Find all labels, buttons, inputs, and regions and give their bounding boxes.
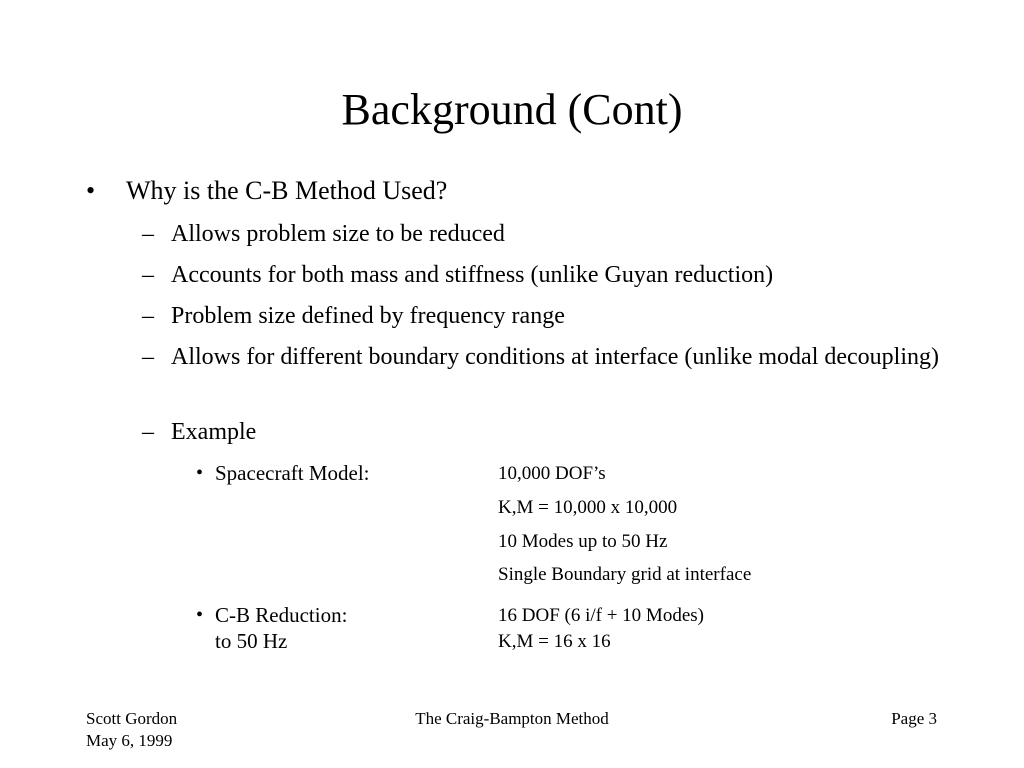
spacecraft-detail: 10 Modes up to 50 Hz <box>498 531 668 552</box>
slide-title: Background (Cont) <box>341 85 683 134</box>
cb-reduction-detail: 16 DOF (6 i/f + 10 Modes) <box>498 605 704 626</box>
sub-item-text: Problem size defined by frequency range <box>171 303 565 329</box>
footer-date: May 6, 1999 <box>86 731 173 750</box>
spacecraft-detail: Single Boundary grid at interface <box>498 564 752 585</box>
sub-item-text: Accounts for both mass and stiffness (unlike Guyan reduction) <box>171 262 774 288</box>
sub-item-text: Example <box>171 419 257 445</box>
cb-reduction-label-line2: to 50 Hz <box>215 629 288 653</box>
footer-presentation-title: The Craig-Bampton Method <box>415 709 609 728</box>
main-bullet-text: Why is the C-B Method Used? <box>126 176 448 205</box>
sub-item-dash: – <box>142 344 154 370</box>
footer-author: Scott Gordon <box>86 709 178 728</box>
example-bullet-marker: • <box>196 462 204 484</box>
bullet-marker: • <box>86 176 96 205</box>
spacecraft-detail: K,M = 10,000 x 10,000 <box>498 497 678 518</box>
example-bullet-marker: • <box>196 604 204 626</box>
sub-item-dash: – <box>142 262 154 288</box>
sub-item-dash: – <box>142 221 154 247</box>
sub-item-text: Allows for different boundary conditions at interface (unlike modal decoupling) <box>171 344 939 370</box>
footer-page-number: Page 3 <box>891 709 937 728</box>
spacecraft-detail: 10,000 DOF’s <box>498 463 606 484</box>
cb-reduction-detail: K,M = 16 x 16 <box>498 631 611 652</box>
sub-item-dash: – <box>142 303 154 329</box>
spacecraft-model-label: Spacecraft Model: <box>215 461 370 485</box>
sub-item-text: Allows problem size to be reduced <box>171 221 505 247</box>
sub-item-dash: – <box>142 419 154 445</box>
cb-reduction-label: C-B Reduction: <box>215 603 348 627</box>
